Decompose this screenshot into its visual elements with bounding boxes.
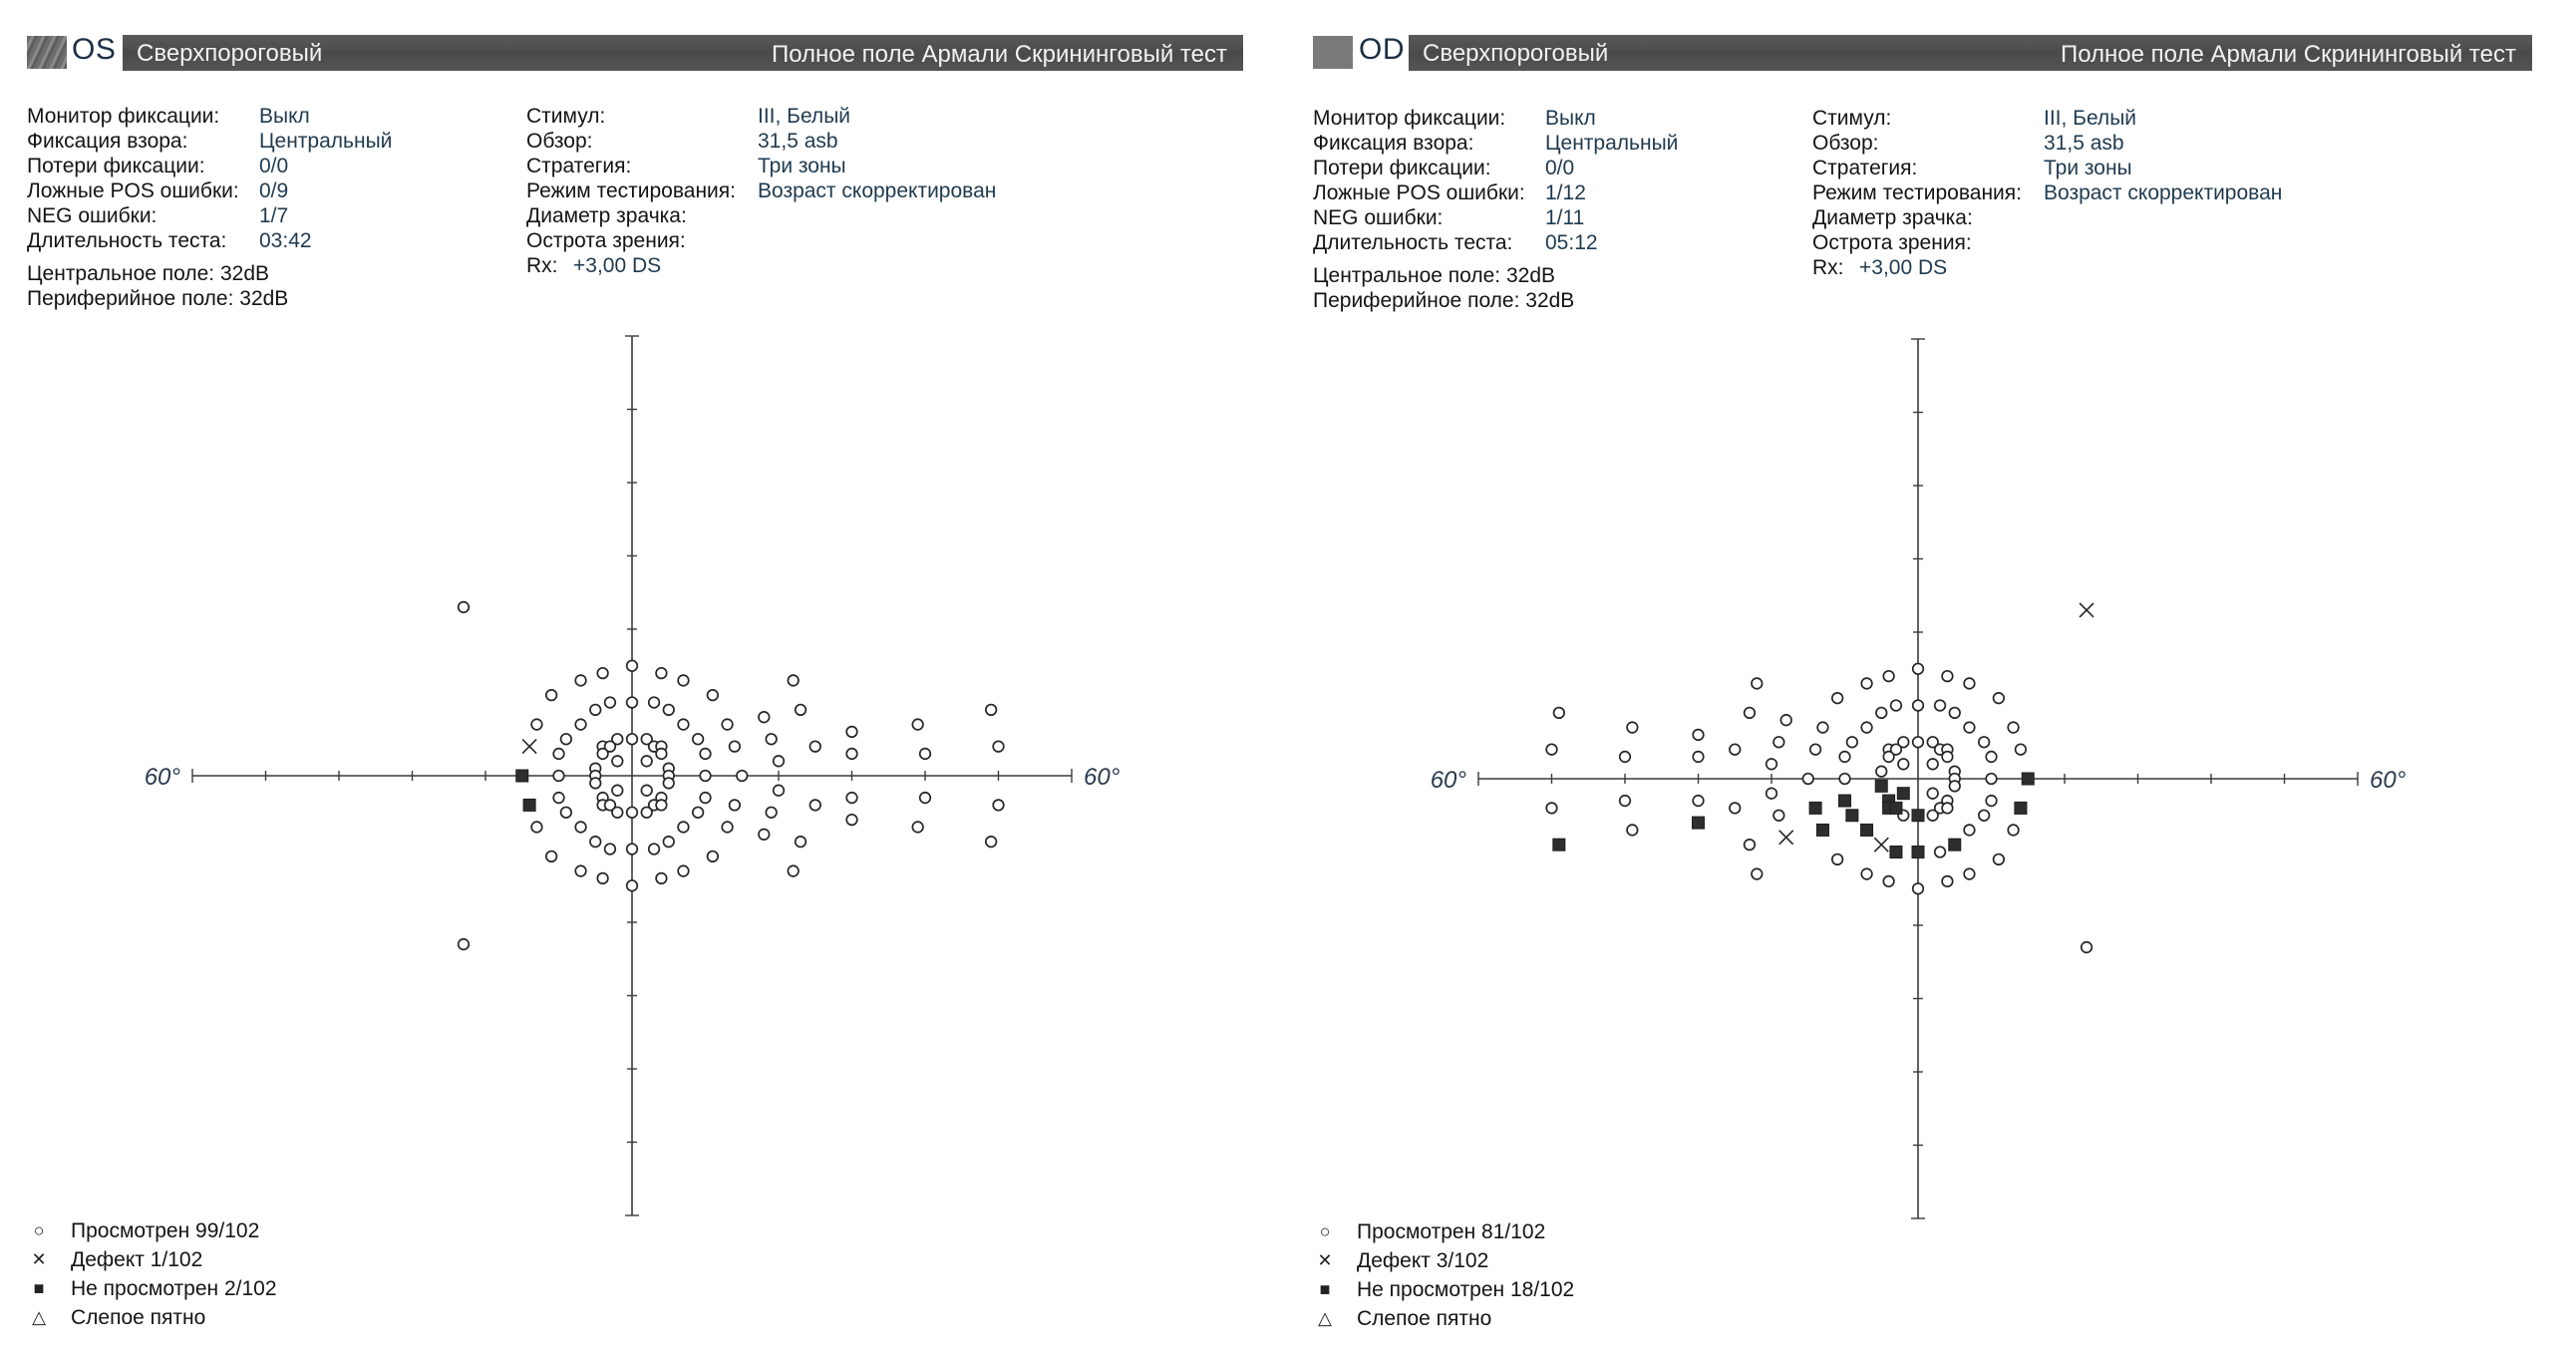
point-seen [561, 734, 572, 745]
point-seen [1773, 810, 1784, 821]
point-not-seen [1861, 824, 1873, 836]
info-label: Фиксация взора: [27, 130, 188, 153]
point-seen [1994, 855, 2005, 865]
point-seen [575, 822, 586, 833]
point-seen [1883, 671, 1894, 682]
point-seen [730, 741, 741, 752]
point-seen [2016, 744, 2027, 755]
program-name: Полное поле Армали Скрининговый тест [771, 41, 1227, 68]
info-value: 31,5 asb [758, 130, 838, 153]
point-seen [1876, 766, 1887, 777]
point-seen [1767, 759, 1777, 770]
point-not-seen [1897, 788, 1909, 800]
point-not-seen [2015, 802, 2027, 814]
legend-text: Просмотрен 99/102 [71, 1219, 260, 1242]
axis-label-left: 60° [144, 764, 180, 791]
point-seen [846, 793, 857, 804]
point-seen [612, 756, 623, 767]
point-seen [678, 675, 689, 686]
info-label: Монитор фиксации: [1313, 107, 1506, 130]
circle-icon: ○ [1319, 1221, 1331, 1241]
point-seen [986, 705, 997, 716]
point-seen [1942, 876, 1953, 887]
point-seen [788, 865, 799, 876]
point-seen [656, 668, 667, 679]
point-not-seen [1875, 780, 1887, 792]
point-seen [1979, 810, 1990, 821]
filled-square-icon: ■ [33, 1278, 45, 1298]
info-label: Ложные POS ошибки: [1313, 181, 1525, 204]
point-seen [627, 844, 638, 855]
point-seen [1964, 868, 1975, 879]
od-panel [1286, 0, 2574, 1368]
point-seen [1745, 708, 1756, 719]
point-seen [663, 837, 674, 848]
point-seen [986, 837, 997, 848]
point-not-seen [1809, 802, 1821, 814]
central-field: Центральное поле: 32dB [1313, 264, 1556, 287]
eye-label: OS [72, 33, 117, 66]
info-value: Выкл [259, 105, 310, 128]
point-seen [1839, 752, 1850, 763]
point-seen [663, 778, 674, 789]
point-seen [612, 807, 623, 818]
info-value: Возраст скорректирован [2044, 181, 2283, 204]
info-value: Возраст скорректирован [758, 179, 997, 202]
point-seen [1693, 752, 1704, 763]
point-seen [1752, 678, 1763, 689]
point-seen [1861, 868, 1872, 879]
info-label: Острота зрения: [526, 229, 686, 252]
axis-label-right: 60° [2370, 767, 2407, 794]
point-seen [912, 719, 923, 730]
point-seen [1942, 752, 1953, 763]
info-value: Выкл [1545, 107, 1596, 130]
point-seen [796, 705, 806, 716]
point-not-seen [1912, 810, 1924, 822]
point-seen [1876, 708, 1887, 719]
point-seen [1832, 693, 1843, 704]
point-seen [2008, 722, 2019, 733]
triangle-icon: △ [1318, 1308, 1332, 1328]
point-seen [590, 837, 601, 848]
legend-text: Дефект 1/102 [71, 1248, 203, 1271]
eye-label: OD [1359, 33, 1405, 66]
point-seen [1949, 708, 1960, 719]
legend-text: Слепое пятно [71, 1306, 206, 1329]
circle-icon: ○ [33, 1220, 45, 1240]
point-not-seen [1890, 802, 1902, 814]
peripheral-field: Периферийное поле: 32dB [27, 287, 289, 310]
point-seen [678, 719, 689, 730]
point-seen [1949, 781, 1960, 792]
point-seen [693, 734, 704, 745]
point-seen [1942, 803, 1953, 814]
point-seen [1745, 840, 1756, 851]
info-value: 0/0 [1545, 157, 1575, 179]
point-seen [590, 778, 601, 789]
rx-value: +3,00 DS [573, 254, 662, 277]
info-label: NEG ошибки: [27, 204, 158, 227]
point-seen [1861, 722, 1872, 733]
point-not-seen [1912, 847, 1924, 858]
info-value: 31,5 asb [2044, 132, 2124, 155]
info-label: Стратегия: [526, 155, 632, 177]
point-seen [920, 749, 931, 760]
point-seen [722, 719, 733, 730]
point-seen [553, 771, 564, 782]
point-seen [1994, 693, 2005, 704]
point-defect [1779, 831, 1793, 845]
rx-value: +3,00 DS [1859, 256, 1948, 279]
point-seen [575, 675, 586, 686]
point-seen [759, 712, 770, 723]
point-seen [774, 756, 785, 767]
point-seen [846, 727, 857, 738]
point-seen [531, 822, 542, 833]
visual-field-plot [1286, 0, 2574, 1368]
point-seen [641, 756, 652, 767]
point-seen [649, 844, 660, 855]
point-seen [1810, 744, 1821, 755]
info-label: Обзор: [1812, 132, 1879, 155]
info-value: 1/11 [1545, 206, 1585, 229]
info-value: 03:42 [259, 229, 312, 252]
info-label: Длительность теста: [27, 229, 227, 252]
test-type: Сверхпороговый [1423, 40, 1609, 67]
point-seen [656, 873, 667, 884]
point-seen [663, 705, 674, 716]
info-value: III, Белый [2044, 107, 2137, 130]
point-seen [1861, 678, 1872, 689]
point-seen [678, 865, 689, 876]
point-seen [1986, 774, 1997, 785]
point-seen [1913, 737, 1924, 748]
point-seen [993, 741, 1004, 752]
point-not-seen [1949, 839, 1961, 851]
info-label: Стимул: [1812, 107, 1892, 130]
point-seen [1847, 737, 1858, 748]
point-seen [1927, 759, 1938, 770]
point-seen [553, 793, 564, 804]
point-seen [1883, 752, 1894, 763]
point-defect [1874, 838, 1888, 852]
point-seen [1891, 700, 1902, 711]
point-not-seen [516, 770, 528, 782]
legend-text: Дефект 3/102 [1357, 1249, 1489, 1272]
point-seen [693, 807, 704, 818]
point-seen [553, 749, 564, 760]
point-seen [1730, 744, 1741, 755]
point-seen [1979, 737, 1990, 748]
point-seen [1554, 708, 1565, 719]
point-seen [774, 785, 785, 796]
info-label: Потери фиксации: [1313, 157, 1491, 179]
cross-icon: ✕ [31, 1249, 47, 1269]
info-label: Потери фиксации: [27, 155, 205, 177]
triangle-icon: △ [32, 1307, 46, 1327]
point-seen [1927, 810, 1938, 821]
axis-label-right: 60° [1084, 764, 1121, 791]
point-seen [1883, 876, 1894, 887]
info-value: Три зоны [758, 155, 846, 177]
point-not-seen [1816, 824, 1828, 836]
point-seen [796, 837, 806, 848]
point-not-seen [1846, 810, 1858, 822]
test-type: Сверхпороговый [137, 40, 323, 67]
point-seen [1964, 678, 1975, 689]
info-label: Режим тестирования: [526, 179, 736, 202]
filled-square-icon: ■ [1319, 1279, 1331, 1299]
info-value: III, Белый [758, 105, 851, 128]
point-seen [656, 749, 667, 760]
point-seen [627, 807, 638, 818]
cross-icon: ✕ [1317, 1250, 1333, 1270]
rx-label: Rx: [1812, 256, 1844, 279]
info-label: Фиксация взора: [1313, 132, 1474, 155]
info-label: Стимул: [526, 105, 606, 128]
point-seen [809, 741, 820, 752]
info-value: 0/9 [259, 179, 289, 202]
point-seen [1730, 803, 1741, 814]
point-seen [605, 697, 616, 708]
point-seen [590, 705, 601, 716]
point-seen [1964, 722, 1975, 733]
point-seen [708, 690, 719, 701]
point-not-seen [2022, 773, 2034, 785]
point-seen [1627, 825, 1638, 836]
point-seen [730, 800, 741, 811]
point-seen [737, 771, 748, 782]
point-seen [766, 734, 777, 745]
point-seen [708, 852, 719, 862]
point-seen [531, 719, 542, 730]
point-not-seen [1839, 795, 1851, 807]
info-label: Монитор фиксации: [27, 105, 220, 128]
point-seen [1780, 715, 1791, 726]
info-label: Диаметр зрачка: [1812, 206, 1973, 229]
point-seen [846, 749, 857, 760]
point-seen [1927, 788, 1938, 799]
point-seen [459, 939, 470, 950]
info-value: 1/12 [1545, 181, 1586, 204]
point-seen [1839, 774, 1850, 785]
point-seen [846, 815, 857, 826]
point-seen [700, 793, 711, 804]
point-seen [459, 602, 470, 613]
info-value: Три зоны [2044, 157, 2132, 179]
point-seen [1935, 700, 1946, 711]
point-seen [1773, 737, 1784, 748]
legend-text: Не просмотрен 2/102 [71, 1277, 277, 1300]
point-seen [1627, 722, 1638, 733]
legend-text: Не просмотрен 18/102 [1357, 1278, 1575, 1301]
point-seen [2008, 825, 2019, 836]
info-label: Ложные POS ошибки: [27, 179, 239, 202]
point-seen [1913, 883, 1924, 894]
point-not-seen [1890, 847, 1902, 858]
point-seen [1620, 752, 1631, 763]
info-value: 05:12 [1545, 231, 1598, 254]
point-seen [1913, 700, 1924, 711]
point-seen [912, 822, 923, 833]
point-seen [641, 785, 652, 796]
point-seen [546, 690, 557, 701]
point-seen [1913, 663, 1924, 674]
point-seen [1802, 774, 1813, 785]
legend-text: Просмотрен 81/102 [1357, 1220, 1546, 1243]
point-seen [1546, 803, 1557, 814]
point-seen [1942, 671, 1953, 682]
point-seen [759, 830, 770, 841]
point-seen [1693, 730, 1704, 741]
axis-label-left: 60° [1430, 767, 1466, 794]
point-seen [1832, 855, 1843, 865]
point-seen [1898, 759, 1909, 770]
point-seen [1986, 752, 1997, 763]
point-seen [575, 719, 586, 730]
info-label: Диаметр зрачка: [526, 204, 687, 227]
point-seen [2082, 942, 2093, 953]
point-seen [627, 880, 638, 891]
point-seen [627, 660, 638, 671]
point-seen [1546, 744, 1557, 755]
point-seen [656, 800, 667, 811]
point-seen [1693, 796, 1704, 807]
central-field: Центральное поле: 32dB [27, 262, 270, 285]
point-seen [1986, 796, 1997, 807]
point-seen [700, 771, 711, 782]
point-not-seen [1693, 817, 1705, 829]
program-name: Полное поле Армали Скрининговый тест [2060, 41, 2516, 68]
point-seen [1620, 796, 1631, 807]
peripheral-field: Периферийное поле: 32dB [1313, 289, 1575, 312]
point-seen [678, 822, 689, 833]
info-label: Острота зрения: [1812, 231, 1972, 254]
point-seen [788, 675, 799, 686]
point-seen [700, 749, 711, 760]
point-seen [1752, 868, 1763, 879]
point-seen [722, 822, 733, 833]
info-label: Обзор: [526, 130, 593, 153]
point-seen [1964, 825, 1975, 836]
point-defect [2080, 603, 2093, 617]
info-label: NEG ошибки: [1313, 206, 1444, 229]
point-seen [993, 800, 1004, 811]
point-seen [597, 873, 608, 884]
info-value: 1/7 [259, 204, 289, 227]
point-seen [627, 734, 638, 745]
info-label: Длительность теста: [1313, 231, 1513, 254]
point-seen [1817, 722, 1828, 733]
legend-text: Слепое пятно [1357, 1307, 1492, 1330]
point-seen [561, 807, 572, 818]
info-label: Режим тестирования: [1812, 181, 2022, 204]
point-seen [605, 844, 616, 855]
point-not-seen [1553, 839, 1565, 851]
point-seen [1935, 847, 1946, 857]
point-defect [522, 740, 536, 754]
point-seen [766, 807, 777, 818]
point-seen [597, 668, 608, 679]
point-seen [575, 865, 586, 876]
rx-label: Rx: [526, 254, 558, 277]
point-seen [546, 852, 557, 862]
point-seen [627, 697, 638, 708]
info-value: Центральный [259, 130, 393, 153]
point-seen [649, 697, 660, 708]
point-seen [597, 749, 608, 760]
point-not-seen [523, 799, 535, 811]
point-seen [809, 800, 820, 811]
info-label: Стратегия: [1812, 157, 1918, 179]
info-value: 0/0 [259, 155, 289, 177]
point-seen [641, 807, 652, 818]
point-seen [920, 793, 931, 804]
point-seen [612, 785, 623, 796]
info-value: Центральный [1545, 132, 1679, 155]
point-seen [1767, 788, 1777, 799]
